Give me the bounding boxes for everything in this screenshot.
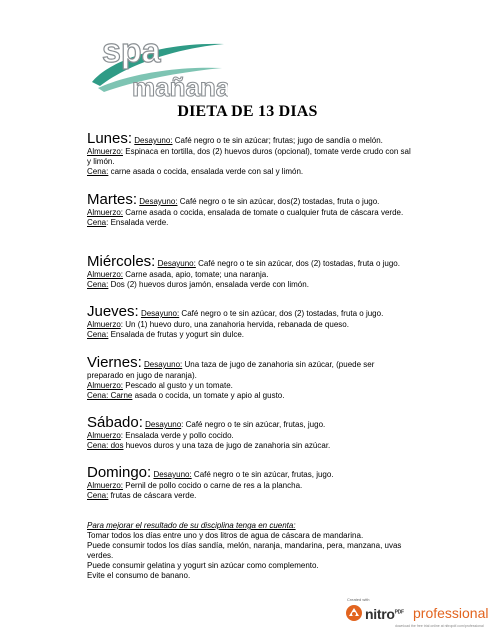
day-viernes	[87, 354, 412, 401]
day-name: Martes:	[87, 191, 138, 208]
meal-text: Carne asada o cocida, ensalada de tomate o cualquier fruta de cáscara verde.	[123, 208, 404, 217]
day-domingo	[87, 464, 412, 501]
meal-text: carne asada o cocida, ensalada verde con sal y limón.	[108, 167, 304, 176]
meal-label: Almuerzo	[87, 320, 121, 329]
meal-label: Cena:	[87, 491, 109, 500]
meal-text: Café negro o te sin azúcar, dos(2) tostadas, fruta o jugo.	[177, 197, 380, 206]
tips-section	[87, 521, 417, 581]
day-martes	[87, 191, 412, 228]
meal-label: Almuerzo:	[87, 208, 124, 217]
meal-text: Café negro o te sin azúcar, dos (2) tostadas, fruta o jugo.	[179, 309, 384, 318]
meal-text: Una taza de jugo de zanahoria sin azúcar, (puede ser preparado en jugo de naranja).	[87, 360, 375, 380]
meal-text: Café negro o te sin azúcar; frutas; jugo de sandía o melón.	[172, 136, 383, 145]
tip-line: Tomar todos los días entre uno y dos litros de agua de cáscara de mandarina.	[87, 531, 364, 540]
tip-line: Puede consumir todos los días sandía, melón, naranja, mandarina, pera, manzana, uvas verdes.	[87, 541, 402, 560]
day-name: Domingo:	[87, 464, 152, 481]
tips-heading: Para mejorar el resultado de su disciplina tenga en cuenta:	[87, 521, 296, 530]
meal-label: Desayuno:	[153, 470, 192, 479]
meal-text: Ensalada de frutas y yogurt sin dulce.	[108, 330, 244, 339]
meal-label: Almuerzo:	[87, 381, 124, 390]
meal-label: Desayuno:	[134, 136, 173, 145]
meal-text: : Café negro o te sin azúcar, frutas, jugo.	[181, 420, 326, 429]
meal-label: Desayuno:	[144, 360, 183, 369]
tip-line: Evite el consumo de banano.	[87, 571, 191, 580]
meal-text: Espinaca en tortilla, dos (2) huevos duros (opcional), tomate verde crudo con sal y limón.	[87, 147, 411, 166]
day-name: Viernes:	[87, 354, 142, 371]
logo-line2: mañana	[132, 72, 228, 102]
meal-label: Almuerzo	[87, 431, 121, 440]
day-name: Jueves:	[87, 303, 139, 320]
spa-manana-logo	[88, 22, 228, 104]
logo-line1: spa	[102, 32, 161, 70]
day-miercoles	[87, 253, 412, 290]
nitro-download-text: download the free trial online at nitropdf.com/professional	[395, 624, 484, 628]
meal-text: : Ensalada verde y pollo cocido.	[120, 431, 234, 440]
day-lunes	[87, 130, 412, 177]
meal-text: asada o cocida, un tomate y apio al gusto.	[132, 391, 285, 400]
meal-text: Pernil de pollo cocido o carne de res a la plancha.	[123, 481, 303, 490]
day-sabado	[87, 414, 412, 451]
nitro-pdf-mark: PDF	[394, 609, 404, 616]
day-name: Sábado:	[87, 414, 143, 431]
meal-label: Cena: dos	[87, 441, 124, 450]
meal-label: Cena:	[87, 167, 109, 176]
meal-label: Cena:	[87, 330, 109, 339]
meal-label: Cena	[87, 218, 107, 227]
meal-text: frutas de cáscara verde.	[108, 491, 197, 500]
created-with-text: Created with	[347, 597, 370, 602]
meal-text: Carne asada, apio, tomate; una naranja.	[123, 270, 269, 279]
meal-text: Café negro o te sin azúcar, dos (2) tostadas, fruta o jugo.	[195, 259, 400, 268]
meal-text: huevos duros y una taza de jugo de zanahoria sin azúcar.	[123, 441, 331, 450]
meal-label: Cena:	[87, 280, 109, 289]
meal-text: : Ensalada verde.	[106, 218, 169, 227]
meal-label: Almuerzo:	[87, 481, 124, 490]
meal-label: Almuerzo:	[87, 270, 124, 279]
nitro-brand: nitro$^{PDF}$	[365, 606, 404, 622]
day-name: Miércoles:	[87, 253, 156, 270]
meal-label: Almuerzo:	[87, 147, 124, 156]
meal-label: Desayuno:	[140, 309, 180, 318]
day-jueves	[87, 303, 412, 340]
nitro-pdf-badge	[345, 597, 489, 637]
meal-label: Desayuno:	[139, 197, 178, 206]
meal-text: Dos (2) huevos duros jamón, ensalada verde con limón.	[108, 280, 309, 289]
meal-text: Pescado al gusto y un tomate.	[123, 381, 233, 390]
meal-label: Desayuno:	[157, 259, 196, 268]
day-name: Lunes:	[87, 130, 133, 147]
meal-text: : Un (1) huevo duro, una zanahoria hervida, rebanada de queso.	[120, 320, 349, 329]
meal-text: Café negro o te sin azúcar, frutas, jugo.	[191, 470, 334, 479]
nitro-logo-icon	[345, 604, 363, 622]
nitro-product: professional	[413, 605, 489, 621]
meal-label: Cena: Carne	[87, 391, 133, 400]
tip-line: Puede consumir gelatina y yogurt sin azúcar como complemento.	[87, 561, 319, 570]
meal-label: Desayuno	[145, 420, 182, 429]
page-title: DIETA DE 13 DIAS	[177, 103, 318, 120]
